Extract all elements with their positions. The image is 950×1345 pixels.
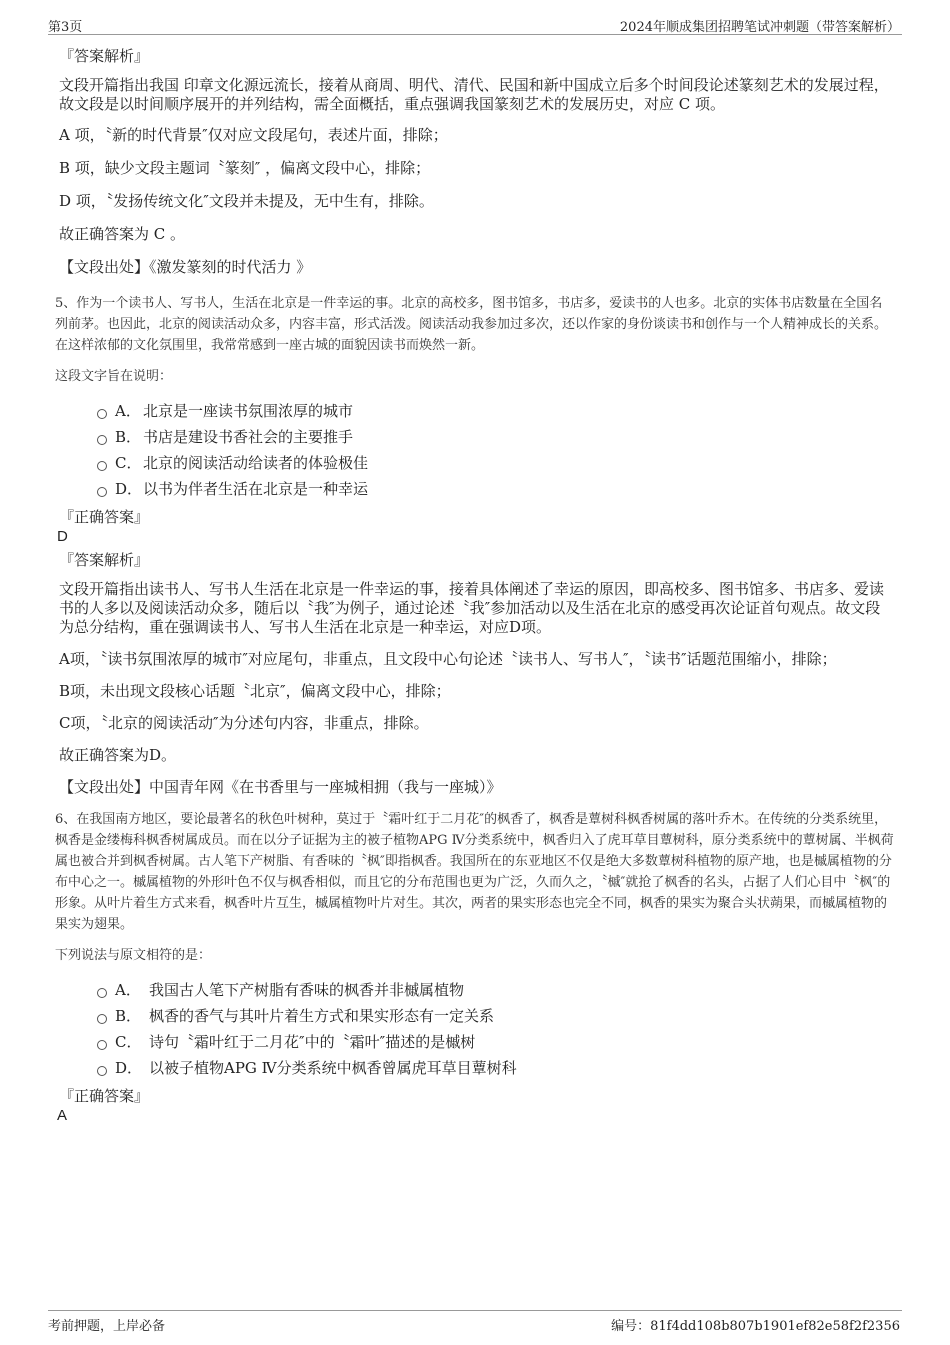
q5-option-b[interactable] <box>97 424 895 450</box>
document-title: 2024年顺成集团招聘笔试冲刺题（带答案解析） <box>619 20 900 35</box>
q4-analysis-label: 『答案解析』 <box>59 47 150 65</box>
radio-icon[interactable] <box>97 1014 107 1024</box>
q6-option-d[interactable] <box>97 1055 895 1081</box>
option-text: 诗句〝霜叶红于二月花″中的〝霜叶″描述的是槭树 <box>149 1033 476 1051</box>
q5-conclusion: 故正确答案为D。 <box>59 746 177 764</box>
q4-analysis-line-d: D 项，〝发扬传统文化″文段并未提及，无中生有，排除。 <box>59 192 434 210</box>
q5-answer-label: 『正确答案』 <box>59 508 150 526</box>
page-content <box>55 45 895 1125</box>
q5-option-a[interactable] <box>97 398 895 424</box>
q5-option-c[interactable] <box>97 450 895 476</box>
q6-section <box>55 809 895 1125</box>
q4-section <box>55 45 895 277</box>
q6-answer-label: 『正确答案』 <box>59 1087 150 1105</box>
q5-options <box>97 398 895 502</box>
q4-analysis-line-a: A 项，〝新的时代背景″仅对应文段尾句，表述片面，排除； <box>59 126 448 144</box>
footer-slogan: 考前押题，上岸必备 <box>48 1319 166 1334</box>
q4-source: 【文段出处】《激发篆刻的时代活力 》 <box>59 258 312 276</box>
q6-option-a[interactable] <box>97 977 895 1003</box>
q4-analysis-text: 文段开篇指出我国 印章文化源远流长，接着从商周、明代、清代、民国和新中国成立后多个时间段论述篆刻艺术的发展过程，故文段是以时间顺序展开的并列结构，需全面概括，重点强调我国篆刻艺术的发展历史，对应 C 项。 <box>59 76 889 113</box>
page-number: 第3页 <box>48 20 83 35</box>
option-text: 枫香的香气与其叶片着生方式和果实形态有一定关系 <box>149 1007 495 1025</box>
q4-conclusion: 故正确答案为 C 。 <box>59 225 186 243</box>
q5-source: 【文段出处】中国青年网《在书香里与一座城相拥（我与一座城）》 <box>59 778 502 796</box>
page-header <box>48 14 902 35</box>
option-label: D． <box>115 480 143 498</box>
document-id: 编号：81f4dd108b807b1901ef82e58f2f2356 <box>611 1319 900 1334</box>
q6-options <box>97 977 895 1081</box>
radio-icon[interactable] <box>97 461 107 471</box>
q6-text: 6、在我国南方地区，要论最著名的秋色叶树种，莫过于〝霜叶红于二月花″的枫香了，枫香是蕈树科枫香树属的落叶乔木。在传统的分类系统里，枫香是金缕梅科枫香树属成员。而在以分子证据为主的被子植物APG Ⅳ分类系统中，枫香归入了虎耳草目蕈树科，原分类系统中的蕈树属、半枫荷属也被合并到枫香树属。古人笔下产树脂、有香味的〝枫″即指枫香。我国所在的东亚地区不仅是绝大多数蕈树科植物的原产地，也是槭属植物的分布中心之一。槭属植物的外形叶色不仅与枫香相似，而且它的分布范围也更为广泛，久而久之，〝槭″就抢了枫香的名头，占据了人们心目中〝枫″的形象。从叶片着生方式来看，枫香叶片互生，槭属植物叶片对生。其次，两者的果实形态也完全不同，枫香的果实为聚合头状蒴果，而槭属植物的果实为翅果。 <box>55 812 894 932</box>
option-label: A． <box>115 402 141 420</box>
option-text: 北京是一座读书氛围浓厚的城市 <box>143 402 354 420</box>
radio-icon[interactable] <box>97 988 107 998</box>
q6-answer: A <box>57 1107 68 1124</box>
option-text: 我国古人笔下产树脂有香味的枫香并非槭属植物 <box>149 981 465 999</box>
q6-prompt: 下列说法与原文相符的是： <box>55 948 212 963</box>
q6-option-c[interactable] <box>97 1029 895 1055</box>
q4-analysis-line-b: B 项，缺少文段主题词〝篆刻″ ，偏离文段中心，排除； <box>59 159 431 177</box>
radio-icon[interactable] <box>97 435 107 445</box>
option-label: A． <box>115 981 141 999</box>
option-text: 北京的阅读活动给读者的体验极佳 <box>143 454 369 472</box>
q5-analysis-text: 文段开篇指出读书人、写书人生活在北京是一件幸运的事，接着具体阐述了幸运的原因，即高校多、图书馆多、书店多、爱读书的人多以及阅读活动众多，随后以〝我″为例子，通过论述〝我″参加活动以及生活在北京的感受再次论证首句观点。故文段为总分结构，重在强调读书人、写书人生活在北京是一种幸运，对应D项。 <box>59 580 885 636</box>
option-text: 书店是建设书香社会的主要推手 <box>143 428 354 446</box>
option-label: C． <box>115 454 142 472</box>
radio-icon[interactable] <box>97 1040 107 1050</box>
q5-option-d[interactable] <box>97 476 895 502</box>
option-text: 以被子植物APG Ⅳ分类系统中枫香曾属虎耳草目蕈树科 <box>149 1059 517 1077</box>
radio-icon[interactable] <box>97 487 107 497</box>
q5-analysis-line-c: C项，〝北京的阅读活动″为分述句内容，非重点，排除。 <box>59 714 429 732</box>
page-footer <box>48 1310 902 1333</box>
q5-analysis-line-b: B项，未出现文段核心话题〝北京″，偏离文段中心，排除； <box>59 682 451 700</box>
q6-option-b[interactable] <box>97 1003 895 1029</box>
q5-answer: D <box>57 528 68 545</box>
radio-icon[interactable] <box>97 1066 107 1076</box>
option-label: D． <box>115 1059 143 1077</box>
q5-section <box>55 293 895 797</box>
q5-prompt: 这段文字旨在说明： <box>55 369 173 384</box>
option-label: B． <box>115 428 142 446</box>
option-text: 以书为伴者生活在北京是一种幸运 <box>143 480 369 498</box>
q5-analysis-label: 『答案解析』 <box>59 551 150 569</box>
option-label: B． <box>115 1007 142 1025</box>
q5-text: 5、作为一个读书人、写书人，生活在北京是一件幸运的事。北京的高校多，图书馆多，书店多，爱读书的人也多。北京的实体书店数量在全国名列前茅。也因此，北京的阅读活动众多，内容丰富，形式活泼。阅读活动我参加过多次，还以作家的身份谈读书和创作与一个人精神成长的关系。在这样浓郁的文化氛围里，我常常感到一座古城的面貌因读书而焕然一新。 <box>55 296 888 353</box>
radio-icon[interactable] <box>97 409 107 419</box>
option-label: C． <box>115 1033 142 1051</box>
q5-analysis-line-a: A项，〝读书氛围浓厚的城市″对应尾句，非重点，且文段中心句论述〝读书人、写书人″，〝读书″话题范围缩小，排除； <box>59 650 837 668</box>
